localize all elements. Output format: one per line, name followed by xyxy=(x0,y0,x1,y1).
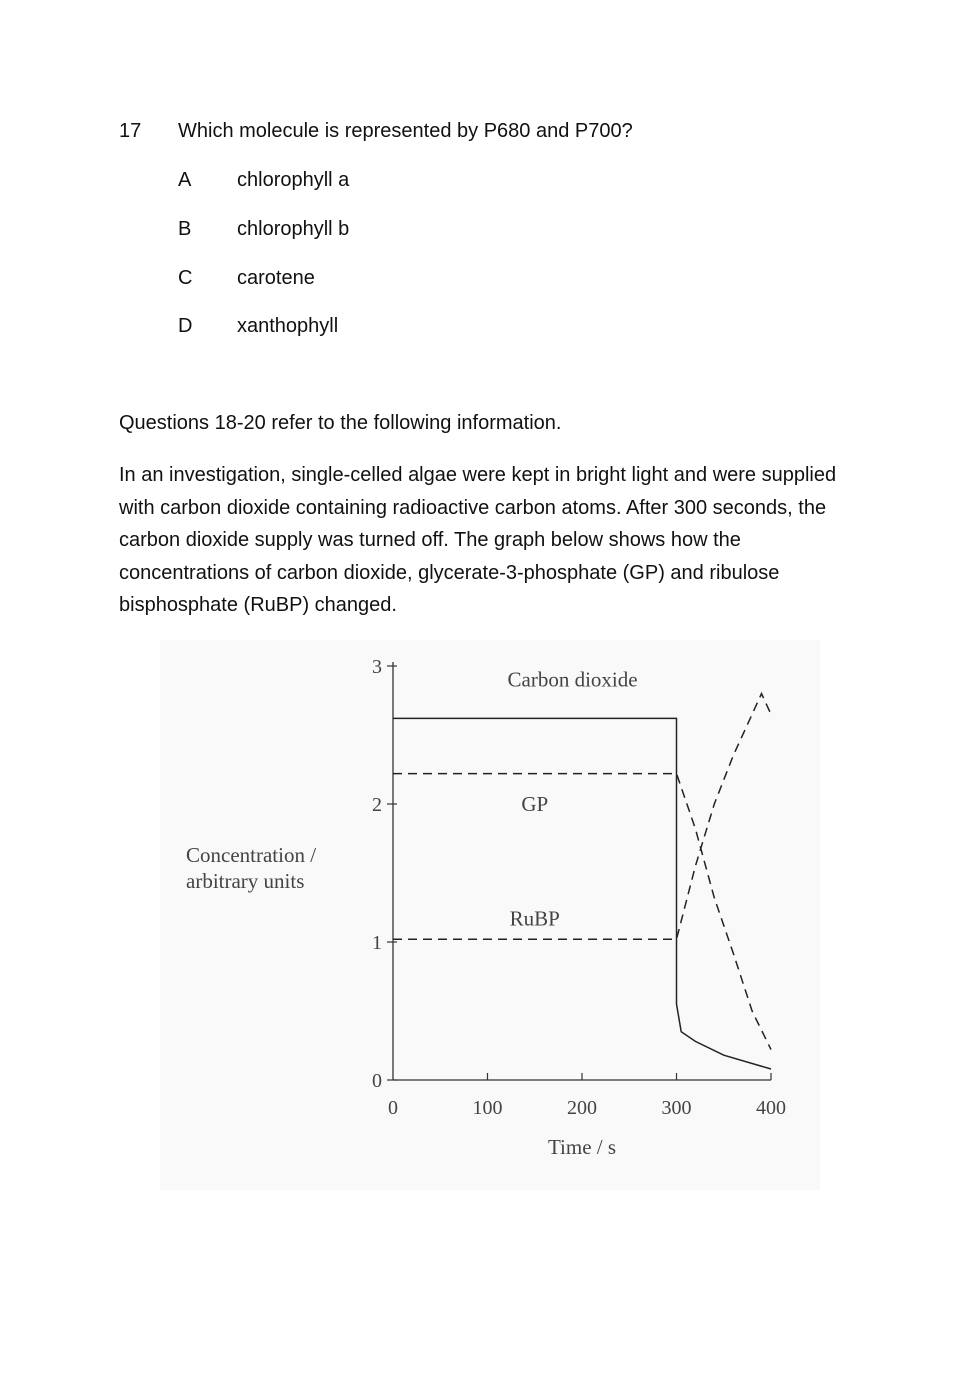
x-tick-label: 400 xyxy=(756,1097,786,1119)
graph-figure xyxy=(160,640,820,1190)
option-text: chlorophyll a xyxy=(237,169,350,191)
option-text: xanthophyll xyxy=(237,315,339,337)
question-text: Which molecule is represented by P680 and P700? xyxy=(178,120,633,142)
x-tick-label: 100 xyxy=(472,1097,503,1119)
y-tick-label: 2 xyxy=(372,794,382,816)
x-tick-label: 0 xyxy=(388,1097,398,1119)
option-letter: B xyxy=(178,218,192,240)
option-letter: C xyxy=(178,267,193,289)
y-tick-label: 3 xyxy=(372,656,382,678)
y-axis-label: arbitrary units xyxy=(186,869,305,893)
gp-line xyxy=(393,774,771,1050)
y-axis-label: Concentration / xyxy=(186,843,317,867)
x-tick-label: 300 xyxy=(661,1097,692,1119)
concentration-time-graph xyxy=(160,640,820,1190)
option-letter: D xyxy=(178,315,193,337)
carbon-dioxide-label: Carbon dioxide xyxy=(507,667,638,692)
x-tick-label: 200 xyxy=(567,1097,597,1119)
info-heading: Questions 18-20 refer to the following information. xyxy=(119,412,562,434)
info-body: In an investigation, single-celled algae were kept in bright light and were supplied with carbon dioxide containing radioactive carbon atoms. After 300 seconds, the carbon dioxide supply was turned off. The graph below shows how the concentrations of carbon dioxide, glycerate-3-phosphate (GP) and ribulose bisphosphate (RuBP) changed. xyxy=(119,464,837,616)
y-tick-label: 1 xyxy=(372,932,382,954)
rubp-line xyxy=(393,694,771,940)
carbon-dioxide-line xyxy=(393,718,771,1069)
option-letter: A xyxy=(178,169,192,191)
option-text: carotene xyxy=(237,267,315,289)
x-axis-label: Time / s xyxy=(547,1135,617,1159)
y-tick-label: 0 xyxy=(372,1070,382,1092)
gp-label: GP xyxy=(521,791,549,816)
option-text: chlorophyll b xyxy=(237,218,350,240)
rubp-label: RuBP xyxy=(509,906,560,931)
question-number: 17 xyxy=(119,120,142,142)
